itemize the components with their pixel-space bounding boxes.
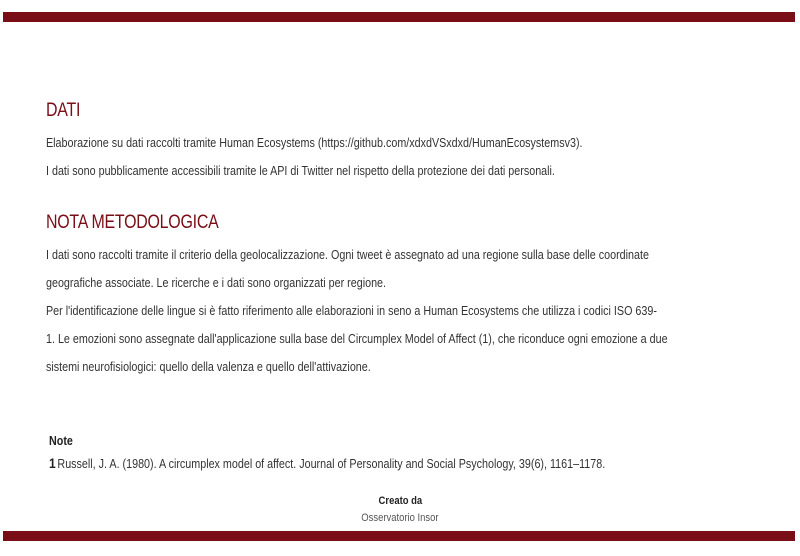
nota-line-2: geografiche associate. Le ricerche e i dati sono organizzati per regione.: [46, 276, 387, 290]
nota-metodologica-title: NOTA METODOLOGICA: [46, 212, 219, 233]
note-number: 1: [49, 455, 56, 471]
footer-created-by: [0, 495, 800, 507]
note-text: Russell, J. A. (1980). A circumplex model of affect. Journal of Personality and Social Psychology, 39(6), 1161–1178.: [57, 457, 606, 471]
nota-line-5: sistemi neurofisiologici: quello della valenza e quello dell'attivazione.: [46, 360, 371, 374]
nota-line-3: Per l'identificazione delle lingue si è fatto riferimento alle elaborazioni in seno a Human Ecosystems che utilizza i codici ISO 639-: [46, 304, 657, 318]
footer-organization: [0, 512, 800, 524]
top-accent-bar: [3, 12, 795, 22]
dati-line-1: Elaborazione su dati raccolti tramite Human Ecosystems (https://github.com/xdxdVSxdxd/HumanEcosystemsv3).: [46, 136, 583, 150]
nota-line-4: 1. Le emozioni sono assegnate dall'applicazione sulla base del Circumplex Model of Affect (1), che riconduce ogni emozione a due: [46, 332, 668, 346]
dati-title: DATI: [46, 100, 81, 121]
footer-created-by-label: Creato da: [378, 495, 422, 507]
dati-line-2: I dati sono pubblicamente accessibili tramite le API di Twitter nel rispetto della protezione dei dati personali.: [46, 164, 555, 178]
notes-title: Note: [49, 434, 73, 448]
note-item: [49, 455, 605, 471]
bottom-accent-bar: [3, 531, 795, 541]
nota-line-1: I dati sono raccolti tramite il criterio della geolocalizzazione. Ogni tweet è assegnato ad una regione sulla base delle coordinate: [46, 248, 649, 262]
footer-organization-name: Osservatorio Insor: [361, 512, 439, 524]
